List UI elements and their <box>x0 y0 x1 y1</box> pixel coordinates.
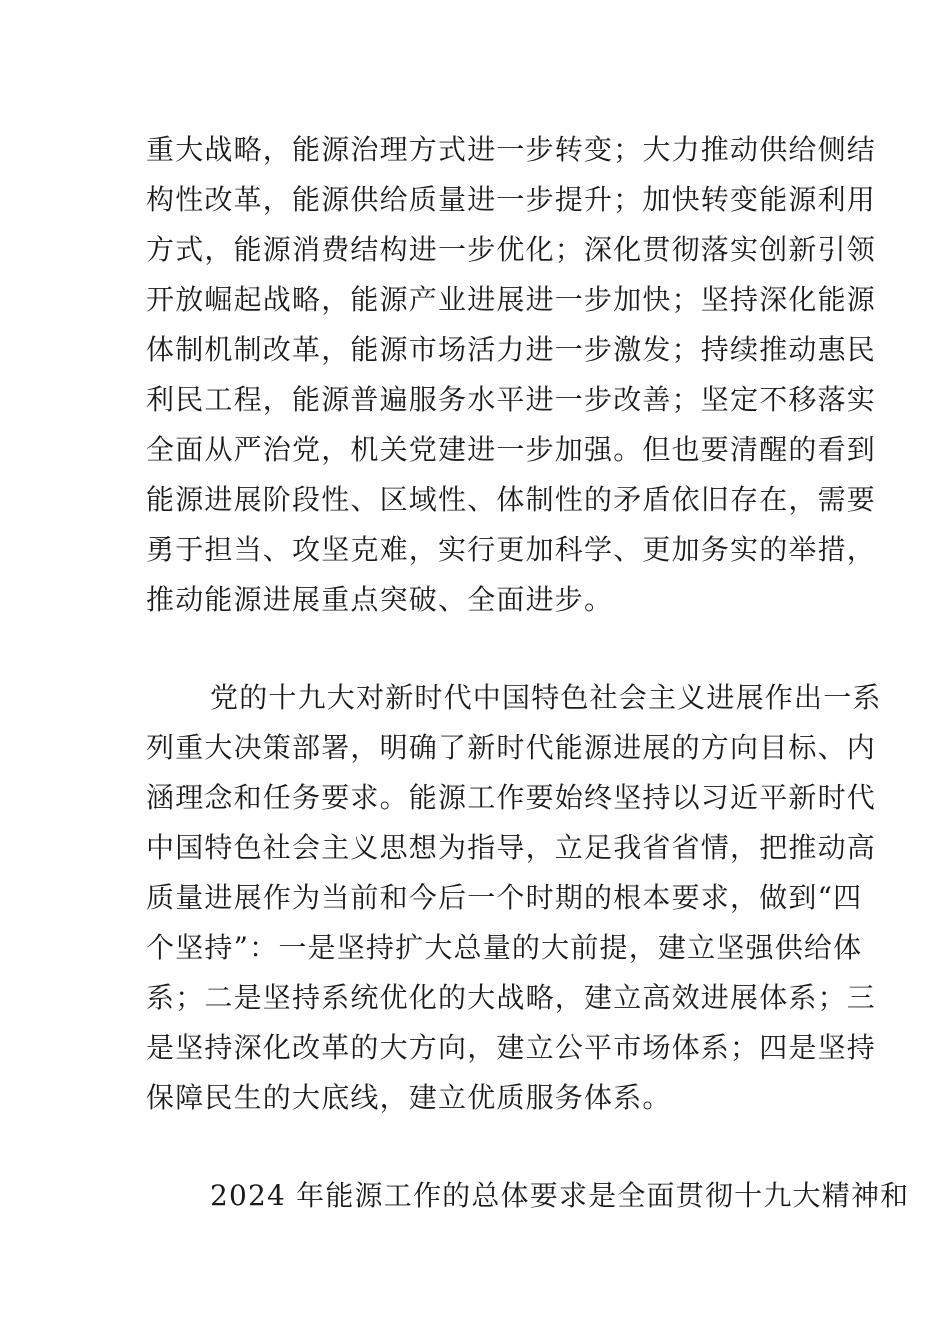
text-line: 党的十九大对新时代中国特色社会主义进展作出一系 <box>210 681 882 714</box>
text-line: 构性改革，能源供给质量进一步提升；加快转变能源利用 <box>146 183 877 216</box>
text-line: 2024 年能源工作的总体要求是全面贯彻十九大精神和 <box>210 1179 910 1212</box>
text-line: 体制机制改革，能源市场活力进一步激发；持续推动惠民 <box>146 333 877 366</box>
text-line: 勇于担当、攻坚克难，实行更加科学、更加务实的举措， <box>146 533 877 566</box>
text-line: 重大战略，能源治理方式进一步转变；大力推动供给侧结 <box>146 133 877 166</box>
text-line: 系；二是坚持系统优化的大战略，建立高效进展体系；三 <box>146 981 877 1014</box>
text-line: 推动能源进展重点突破、全面进步。 <box>146 583 614 616</box>
text-line: 保障民生的大底线，建立优质服务体系。 <box>146 1081 672 1114</box>
text-line: 中国特色社会主义思想为指导，立足我省省情，把推动高 <box>146 831 877 864</box>
text-line: 涵理念和任务要求。能源工作要始终坚持以习近平新时代 <box>146 781 877 814</box>
text-line: 开放崛起战略，能源产业进展进一步加快；坚持深化能源 <box>146 283 877 316</box>
text-line: 列重大决策部署，明确了新时代能源进展的方向目标、内 <box>146 731 877 764</box>
text-line: 能源进展阶段性、区域性、体制性的矛盾依旧存在，需要 <box>146 483 877 516</box>
text-line: 方式，能源消费结构进一步优化；深化贯彻落实创新引领 <box>146 233 877 266</box>
text-line: 质量进展作为当前和今后一个时期的根本要求，做到“四 <box>146 881 863 914</box>
text-line: 全面从严治党，机关党建进一步加强。但也要清醒的看到 <box>146 433 877 466</box>
text-line: 个坚持”：一是坚持扩大总量的大前提，建立坚强供给体 <box>146 931 863 964</box>
text-line: 是坚持深化改革的大方向，建立公平市场体系；四是坚持 <box>146 1031 877 1064</box>
text-line: 利民工程，能源普遍服务水平进一步改善；坚定不移落实 <box>146 383 877 416</box>
